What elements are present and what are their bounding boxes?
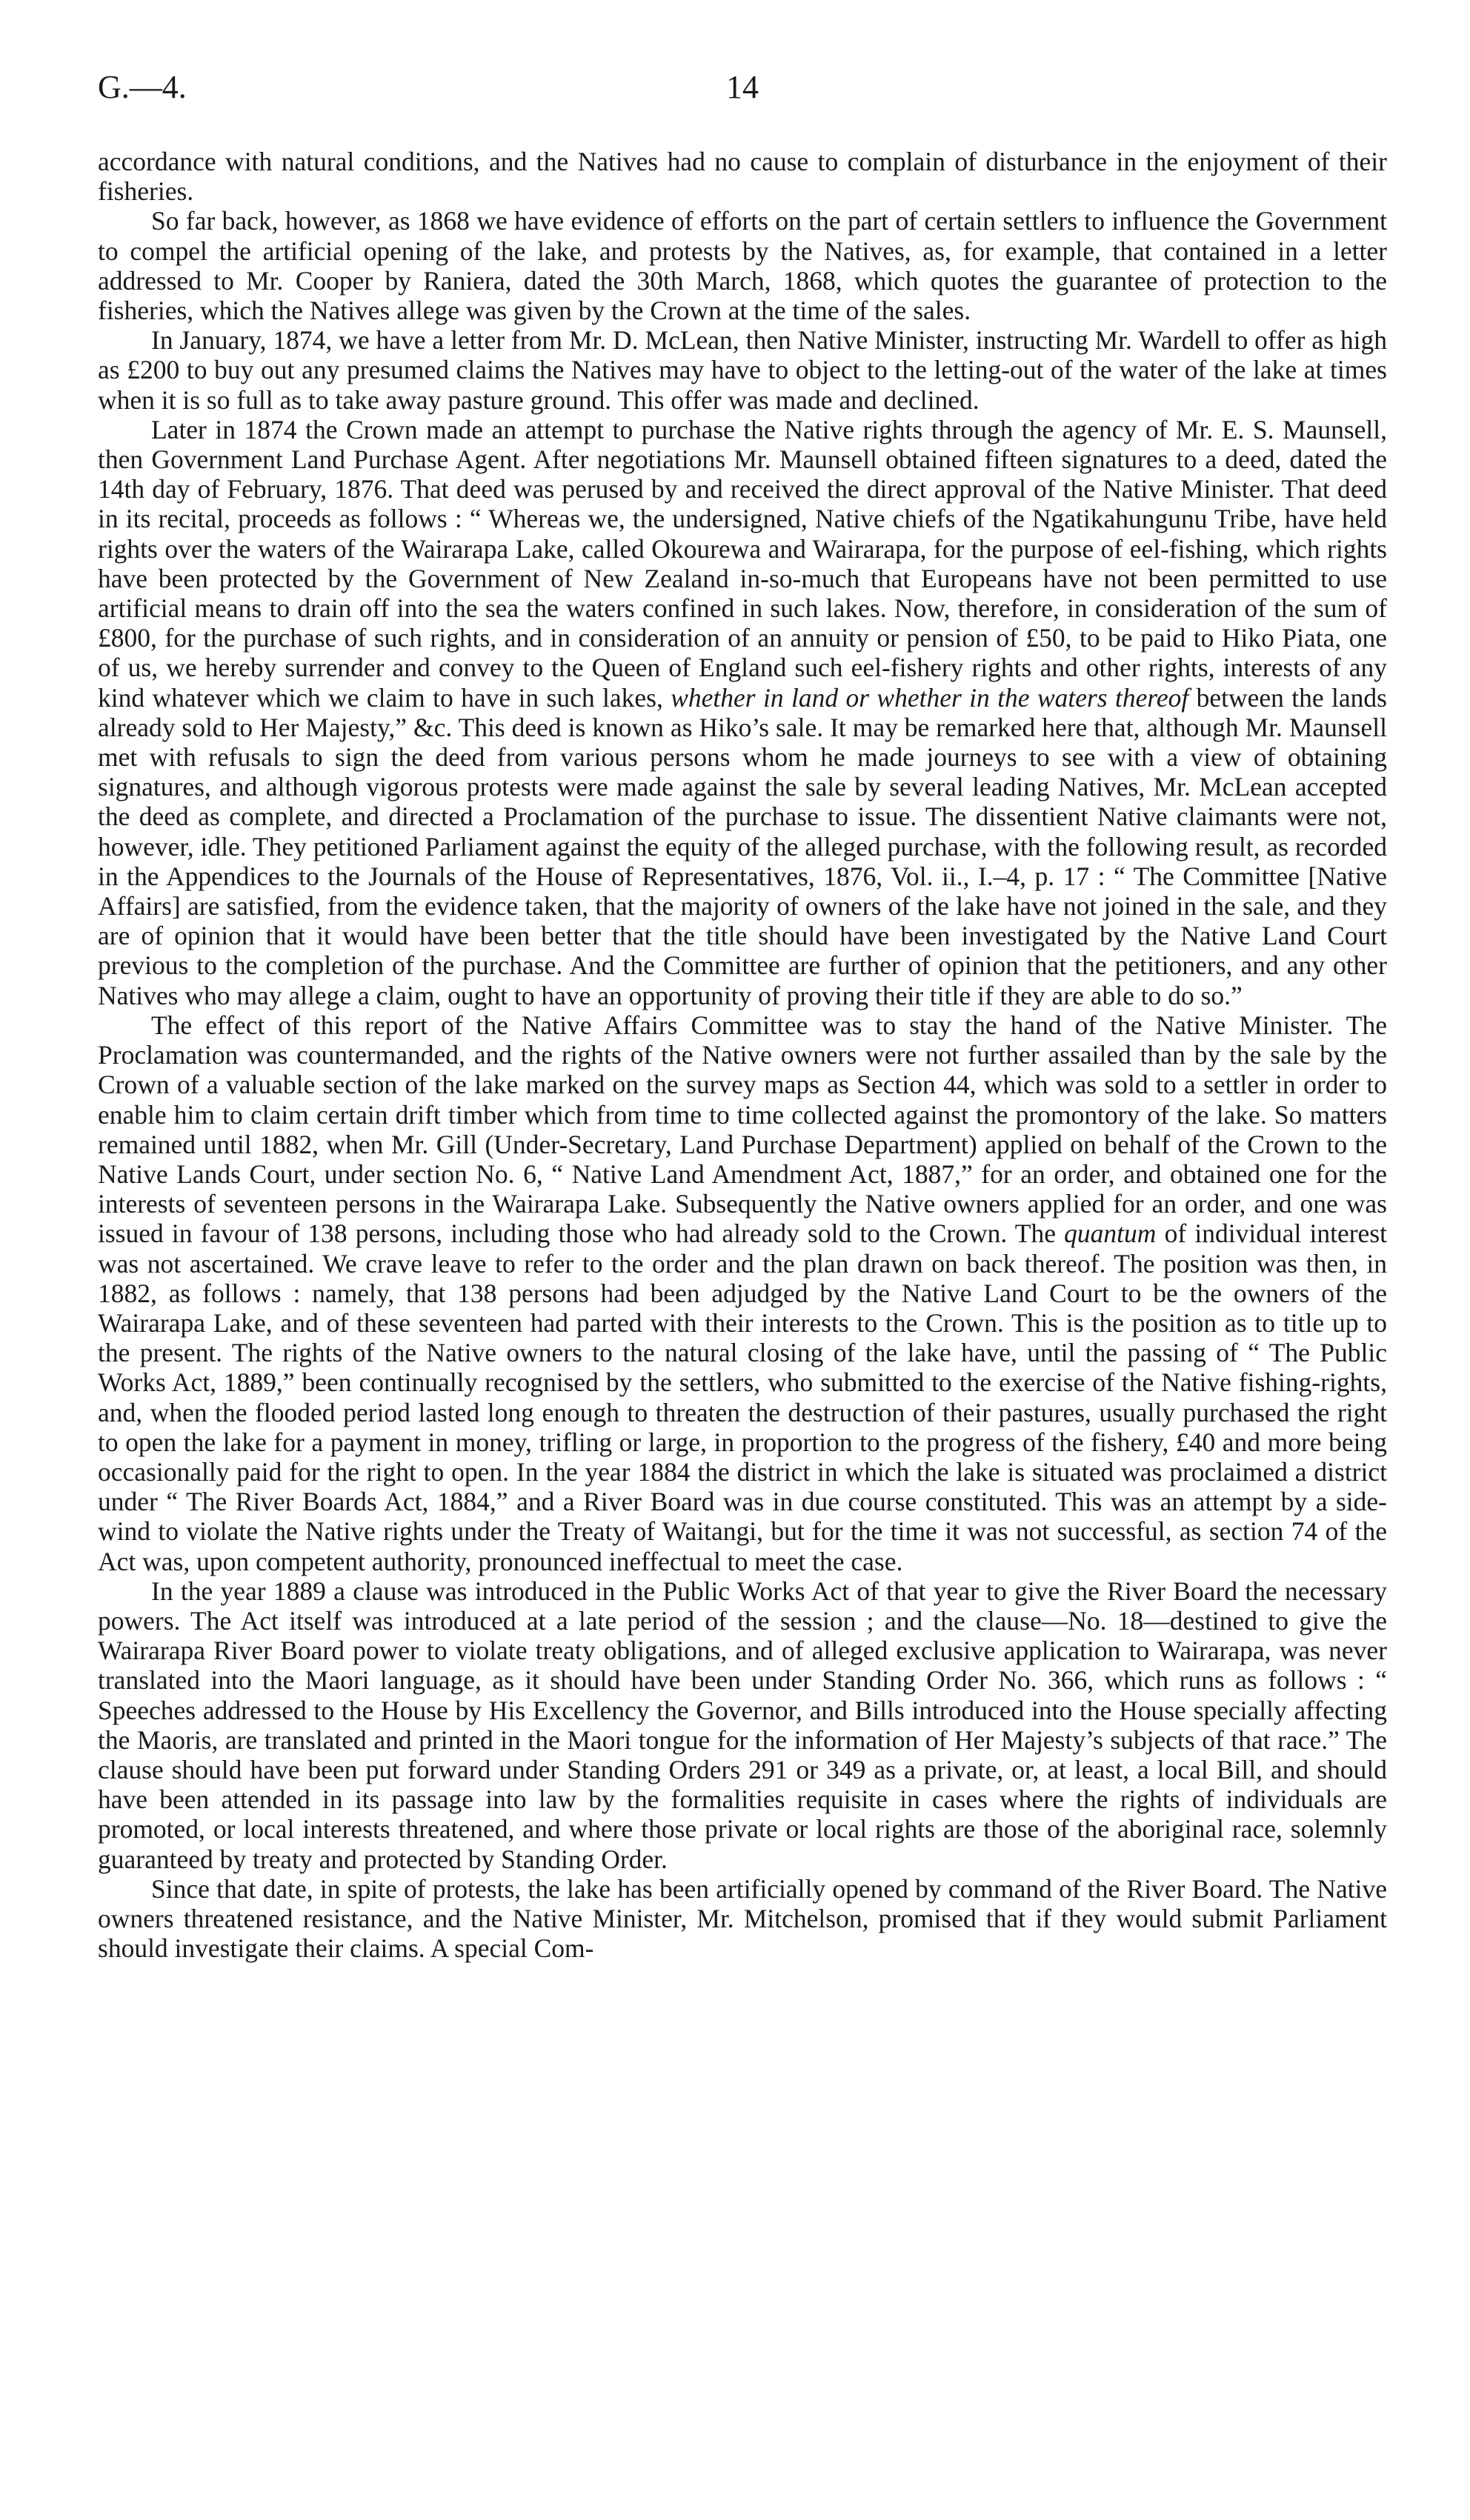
- body-text: [98, 147, 1387, 1963]
- paragraph-4-part-b: between the lands already sold to Her Majesty,” &c. This deed is known as Hiko’s sale. It may be remarked here that, although Mr. Maunsell met with refusals to sign the deed from various persons whom he made journeys to see with a view of obtaining signatures, and although vigorous protests were made against the sale by several leading Natives, Mr. McLean accepted the deed as complete, and directed a Proclamation of the purchase to issue. The dissentient Native claimants were not, however, idle. They petitioned Parliament against the equity of the alleged purchase, with the following result, as recorded in the Appendices to the Journals of the House of Representatives, 1876, Vol. ii., I.–4, p. 17 : “ The Committee [Native Affairs] are satisfied, from the evidence taken, that the majority of owners of the lake have not joined in the sale, and they are of opinion that it would have been better that the title should have been investigated by the Native Land Court previous to the completion of the purchase. And the Committee are further of opinion that the petitioners, and any other Natives who may allege a claim, ought to have an opportunity of proving their title if they are able to do so.”: [98, 682, 1387, 1010]
- document-reference: G.—4.: [98, 69, 187, 105]
- paragraph-6: In the year 1889 a clause was introduced in the Public Works Act of that year to give the River Board the necessary powers. The Act itself was introduced at a late period of the session ; and the clause—No. 18—destined to give the Wairarapa River Board power to violate treaty obligations, and of alleged exclusive application to Wairarapa, was never translated into the Maori language, as it should have been under Standing Order No. 366, which runs as follows : “ Speeches addressed to the House by His Excellency the Governor, and Bills introduced into the House specially affecting the Maoris, are translated and printed in the Maori tongue for the information of Her Majesty’s subjects of that race.” The clause should have been put forward under Standing Orders 291 or 349 as a private, or, at least, a local Bill, and should have been attended in its passage into law by the formalities requisite in cases where the rights of individuals are promoted, or local interests threatened, and where those private or local rights are those of the aboriginal race, solemnly guaranteed by treaty and protected by Standing Order.: [98, 1576, 1387, 1874]
- paragraph-3: In January, 1874, we have a letter from Mr. D. McLean, then Native Minister, instructing Mr. Wardell to offer as high as £200 to buy out any presumed claims the Natives may have to object to the letting-out of the water of the lake at times when it is so full as to take away pasture ground. This offer was made and declined.: [98, 325, 1387, 415]
- page-number: 14: [726, 69, 759, 105]
- paragraph-4: [98, 415, 1387, 1010]
- paragraph-4-part-a: Later in 1874 the Crown made an attempt to purchase the Native rights through the agency of Mr. E. S. Maunsell, then Government Land Purchase Agent. After negotiations Mr. Maunsell obtained fifteen signatures to a deed, dated the 14th day of February, 1876. That deed was perused by and received the direct approval of the Native Minister. That deed in its recital, proceeds as follows : “ Whereas we, the undersigned, Native chiefs of the Ngatikahungunu Tribe, have held rights over the waters of the Wairarapa Lake, called Okourewa and Wairarapa, for the purpose of eel-fishing, which rights have been protected by the Government of New Zealand in-so-much that Europeans have not been permitted to use artificial means to drain off into the sea the waters confined in such lakes. Now, therefore, in consideration of the sum of £800, for the purchase of such rights, and in consideration of an annuity or pension of £50, to be paid to Hiko Piata, one of us, we hereby surrender and convey to the Queen of England such eel-fishery rights and other rights, interests of any kind whatever which we claim to have in such lakes,: [98, 414, 1387, 713]
- page-header: [98, 68, 1387, 113]
- paragraph-5-part-b: of individual interest was not ascertained. We crave leave to refer to the order and the plan drawn on back thereof. The position was then, in 1882, as follows : namely, that 138 persons had been adjudged by the Native Land Court to be the owners of the Wairarapa Lake, and of these seventeen had parted with their interests to the Crown. This is the position as to title up to the present. The rights of the Native owners to the natural closing of the lake have, until the passing of “ The Public Works Act, 1889,” been continually recognised by the settlers, who submitted to the exercise of the Native fishing-rights, and, when the flooded period lasted long enough to threaten the destruction of their pastures, usually purchased the right to open the lake for a payment in money, trifling or large, in proportion to the progress of the fishery, £40 and more being occasionally paid for the right to open. In the year 1884 the district in which the lake is situated was proclaimed a district under “ The River Boards Act, 1884,” and a River Board was in due course constituted. This was an attempt by a side-wind to violate the Native rights under the Treaty of Waitangi, but for the time it was not successful, as section 74 of the Act was, upon competent authority, pronounced ineffectual to meet the case.: [98, 1219, 1387, 1576]
- paragraph-5-part-a: The effect of this report of the Native Affairs Committee was to stay the hand of the Native Minister. The Proclamation was countermanded, and the rights of the Native owners were not further assailed than by the sale by the Crown of a valuable section of the lake marked on the survey maps as Section 44, which was sold to a settler in order to enable him to claim certain drift timber which from time to time collected against the promontory of the lake. So matters remained until 1882, when Mr. Gill (Under-Secretary, Land Purchase Department) applied on behalf of the Crown to the Native Lands Court, under section No. 6, “ Native Land Amendment Act, 1887,” for an order, and obtained one for the interests of seventeen persons in the Wairarapa Lake. Subsequently the Native owners applied for an order, and one was issued in favour of 138 persons, including those who had already sold to the Crown. The: [98, 1010, 1387, 1249]
- paragraph-5: [98, 1010, 1387, 1576]
- paragraph-7: Since that date, in spite of protests, the lake has been artificially opened by command of the River Board. The Native owners threatened resistance, and the Native Minister, Mr. Mitchelson, promised that if they would submit Parliament should investigate their claims. A special Com-: [98, 1873, 1387, 1964]
- paragraph-2: So far back, however, as 1868 we have evidence of efforts on the part of certain settlers to influence the Government to compel the artificial opening of the lake, and protests by the Natives, as, for example, that contained in a letter addressed to Mr. Cooper by Raniera, dated the 30th March, 1868, which quotes the guarantee of protection to the fisheries, which the Natives allege was given by the Crown at the time of the sales.: [98, 206, 1387, 326]
- paragraph-4-italic-phrase: whether in land or whether in the waters thereof: [671, 682, 1189, 713]
- paragraph-1: accordance with natural conditions, and the Natives had no cause to complain of disturbance in the enjoyment of their fisheries.: [98, 147, 1387, 207]
- paragraph-5-italic-word: quantum: [1064, 1219, 1157, 1249]
